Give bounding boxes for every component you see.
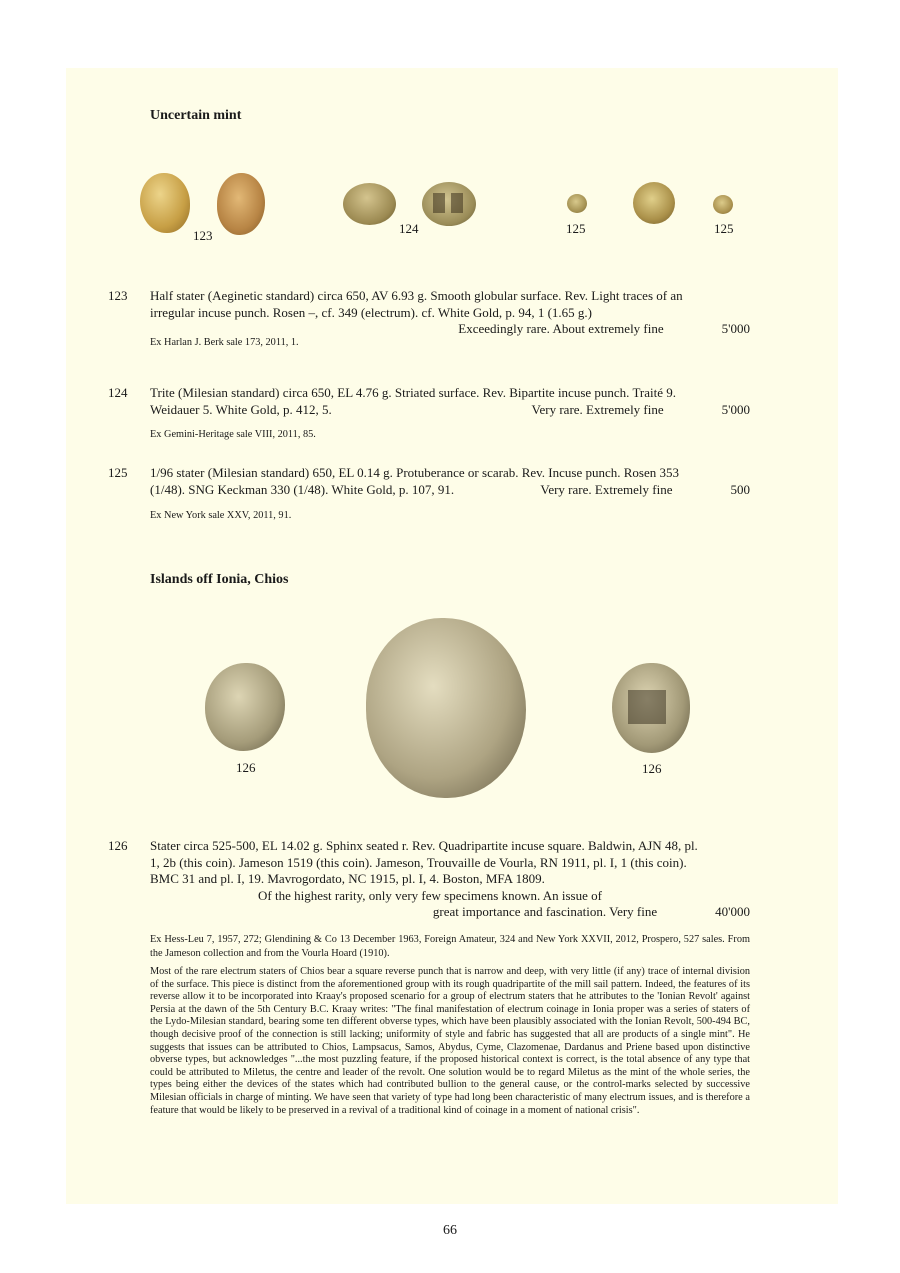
lot-124-provenance: Ex Gemini-Heritage sale VIII, 2011, 85. (150, 429, 316, 440)
lot-126-line3: BMC 31 and pl. I, 19. Mavrogordato, NC 1915, pl. I, 4. Boston, MFA 1809. (150, 871, 545, 886)
lot-125-line1: 1/96 stater (Milesian standard) 650, EL 0.14 g. Protuberance or scarab. Rev. Incuse punch. Rosen 353 (150, 465, 680, 480)
lot-number-126: 126 (108, 838, 128, 853)
page-number: 66 (443, 1223, 457, 1238)
coin-125-obverse (567, 194, 587, 213)
lot-123-provenance: Ex Harlan J. Berk sale 173, 2011, 1. (150, 337, 299, 348)
plate-label-125a: 125 (566, 221, 586, 236)
plate-label-123: 123 (193, 228, 213, 243)
plate-label-126b: 126 (642, 761, 662, 776)
lot-126-commentary: Most of the rare electrum staters of Chios bear a square reverse punch that is narrow and deep, with very little (if any) trace of internal division of the surface. This piece is distinct from the aforementioned group with its rough quadripartite of the mill sail pattern. Indeed, the features of its reverse allow it to be incorporated into Kraay's proposed scenario for a group of electrum staters that he attributes to the 'Ionian Revolt' against Persia at the dawn of the 5th Century B.C. Kraay writes: "The final manifestation of electrum coinage in Ionia proper was a series of staters of the Lydo-Milesian standard, bearing some ten different obverse types, which have been plausibly associated with the Ionian Revolt, 500-494 BC, though decisive proof of the connection is still lacking; uniformity of style and fabric has suggested that all are products of a single mint". He suggests that issues can be attributed to Chios, Lampsacus, Samos, Abydus, Cyme, Clazomenae, Dardanus and Priene based upon distinctive obverse types, but acknowledges "...the most puzzling feature, if the proposed historical context is correct, is the total absence of any type that could be attributed to Miletus, the centre and leader of the revolt. One solution would be to regard Miletus as the mint of the whole series, the types being either the devices of the states which had contributed bullion to the general cause, or the control-marks selected by successive Milesian officials in charge of minting. We have seen that variety of type had long been characteristic of many electrum issues, and is therefore a feature that would be likely to be preserved in a revival of a traditional kind of coinage in a moment of national crisis". (150, 966, 750, 1116)
coin-124-obverse (343, 183, 396, 225)
section-heading-uncertain-mint: Uncertain mint (150, 108, 242, 123)
lot-number-124: 124 (108, 385, 128, 400)
lot-126-line2: 1, 2b (this coin). Jameson 1519 (this coin). Jameson, Trouvaille de Vourla, RN 1911, pl. I, 1 (this coin). (150, 854, 687, 870)
lot-124-estimate-row (150, 402, 750, 419)
lot-124-grade: Very rare. Extremely fine (531, 401, 664, 417)
lot-126-price: 40'000 (715, 904, 750, 919)
lot-number-123: 123 (108, 288, 128, 303)
lot-123-line1: Half stater (Aeginetic standard) circa 650, AV 6.93 g. Smooth globular surface. Rev. Light traces of an (150, 288, 683, 303)
plate-label-126a: 126 (236, 760, 256, 775)
coin-125-enlarged (633, 182, 675, 224)
lot-123-grade: Exceedingly rare. About extremely fine (458, 321, 664, 336)
lot-125-price: 500 (730, 481, 750, 497)
incuse-punch-right (451, 193, 463, 213)
coin-123-obverse (140, 173, 190, 233)
lot-125-provenance: Ex New York sale XXV, 2011, 91. (150, 510, 292, 521)
lot-number-125: 125 (108, 465, 128, 480)
lot-126-provenance: Ex Hess-Leu 7, 1957, 272; Glendining & Co 13 December 1963, Foreign Amateur, 324 and New York XXVII, 2012, Prospero, 527 sales. From the Jameson collection and from the Vourla Hoard (1910). (150, 934, 750, 959)
coin-125-reverse (713, 195, 733, 214)
lot-description-123 (150, 288, 750, 338)
lot-126-line1: Stater circa 525-500, EL 14.02 g. Sphinx seated r. Rev. Quadripartite incuse square. Baldwin, AJN 48, pl. (150, 838, 698, 853)
lot-125-grade: Very rare. Extremely fine (540, 481, 673, 497)
lot-123-line2: irregular incuse punch. Rosen –, cf. 349 (electrum). cf. White Gold, p. 94, 1 (1.65 g.) (150, 304, 592, 320)
coin-124-reverse (422, 182, 476, 226)
incuse-punch-left (433, 193, 445, 213)
lot-125-line2: (1/48). SNG Keckman 330 (1/48). White Gold, p. 107, 91. (150, 481, 455, 497)
lot-description-125 (150, 465, 750, 498)
section-heading-chios: Islands off Ionia, Chios (150, 572, 289, 587)
lot-124-line1: Trite (Milesian standard) circa 650, EL 4.76 g. Striated surface. Rev. Bipartite incuse punch. Traité 9. (150, 385, 677, 400)
lot-126-grade: great importance and fascination. Very fine (432, 904, 658, 919)
lot-description-124 (150, 385, 750, 418)
lot-125-estimate-row (150, 482, 750, 499)
plate-label-125b: 125 (714, 221, 734, 236)
lot-126-estimate-row (150, 904, 750, 921)
lot-description-126 (150, 838, 750, 921)
lot-123-price: 5'000 (721, 321, 750, 336)
coin-126-obverse-enlarged (366, 618, 526, 798)
plate-label-124: 124 (399, 221, 419, 236)
quadripartite-incuse-square (628, 690, 666, 724)
lot-124-price: 5'000 (721, 401, 750, 417)
lot-124-line2: Weidauer 5. White Gold, p. 412, 5. (150, 401, 332, 417)
lot-126-estimate-line1: Of the highest rarity, only very few specimens known. An issue of (258, 887, 602, 903)
